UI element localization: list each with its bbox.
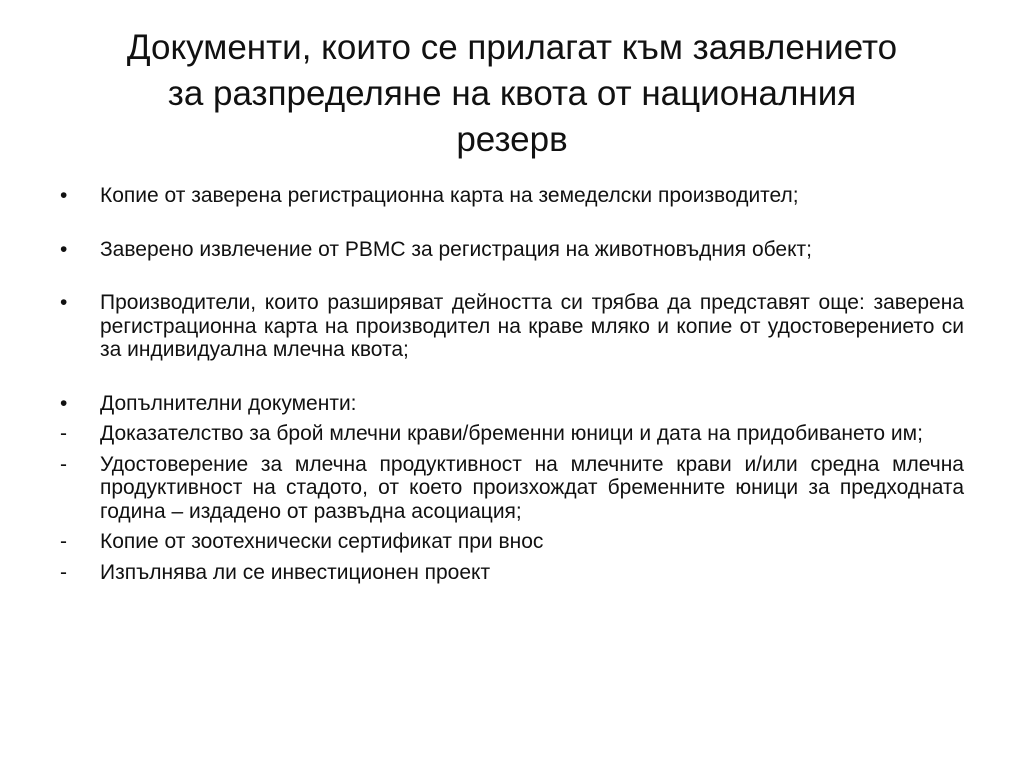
bullet-text: Допълнителни документи: — [100, 391, 357, 415]
bullet-marker: • — [60, 291, 68, 314]
bullet-item — [60, 238, 964, 262]
bullet-text: Копие от заверена регистрационна карта на земеделски производител; — [100, 184, 799, 207]
sub-item-text: Удостоверение за млечна продуктивност на млечните крави и/или средна млечна продуктивност на стадото, от което произхождат бременните юници за предходната година – издадено от развъдна асоциация; — [100, 452, 964, 523]
title-line-2: за разпределяне на квота от националния — [167, 74, 857, 113]
sub-item-text: Доказателство за брой млечни крави/бременни юници и дата на придобиването им; — [100, 422, 923, 445]
bullet-item — [60, 392, 964, 416]
title-line-3: резерв — [456, 120, 568, 159]
bullet-marker: • — [60, 237, 68, 261]
bullet-marker: • — [60, 184, 68, 207]
bullet-marker: • — [60, 391, 68, 415]
sub-item — [60, 422, 964, 446]
bullet-text: Производители, които разширяват дейността си трябва да представят още: заверена регистрационна карта на производител на краве мляко и копие от удостоверението си за индивидуална млечна квота; — [100, 291, 964, 361]
sub-item — [60, 530, 964, 554]
dash-marker: - — [60, 530, 67, 553]
slide-title — [40, 25, 984, 163]
sub-item-text: Изпълнява ли се инвестиционен проект — [100, 560, 491, 584]
dash-marker: - — [60, 422, 67, 445]
bullet-item — [60, 184, 964, 208]
sub-item-text: Копие от зоотехнически сертификат при внос — [100, 530, 544, 553]
sub-item — [60, 561, 964, 585]
bullet-item — [60, 291, 964, 362]
bullet-text: Заверено извлечение от РВМС за регистрация на животновъдния обект; — [100, 237, 812, 261]
sub-item — [60, 453, 964, 524]
dash-marker: - — [60, 560, 67, 584]
dash-marker: - — [60, 452, 67, 476]
slide-content — [60, 184, 964, 584]
title-line-1: Документи, които се прилагат към заявлението — [126, 28, 898, 67]
